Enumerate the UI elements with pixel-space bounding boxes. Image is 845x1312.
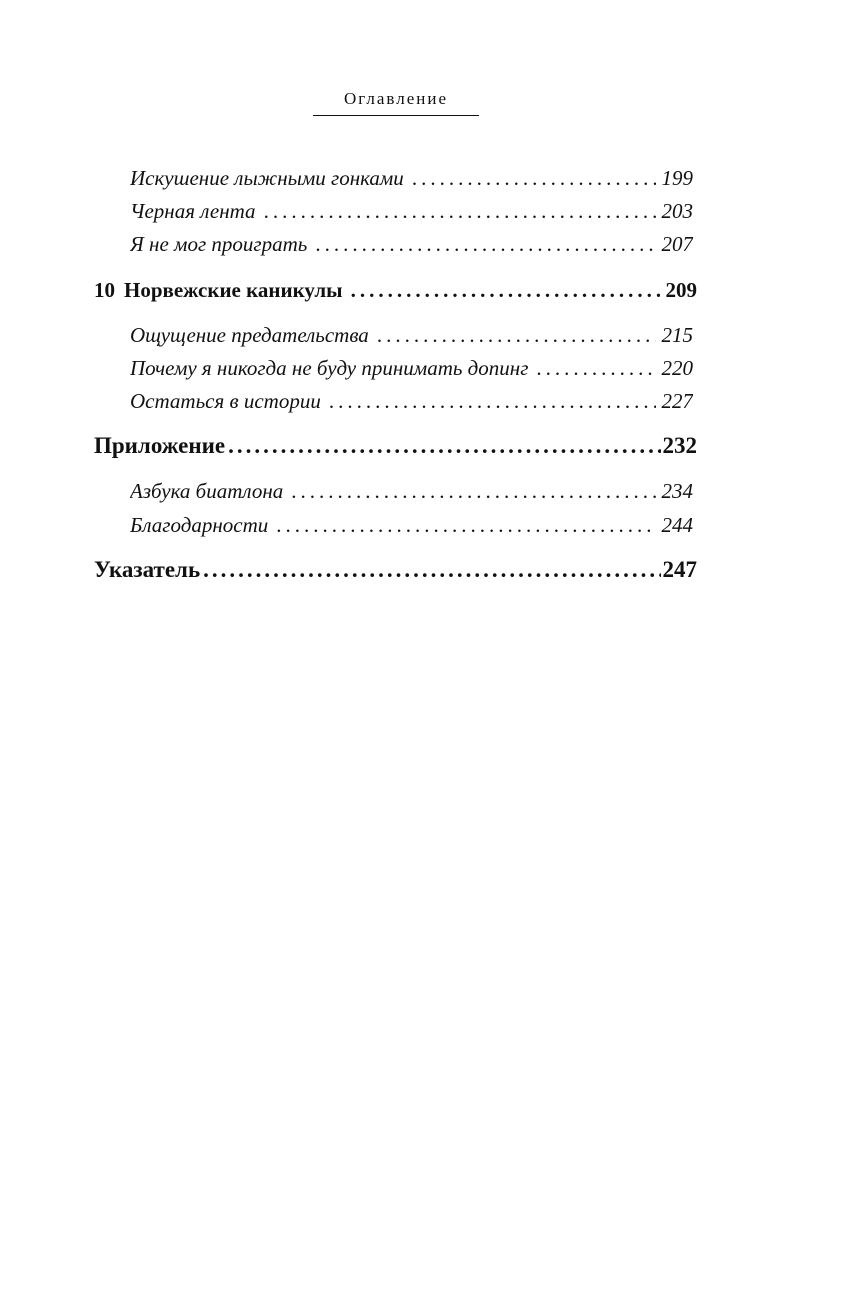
toc-entry-page: 244 bbox=[661, 513, 693, 537]
dot-leader bbox=[329, 388, 656, 414]
chapter-number: 10 bbox=[94, 278, 115, 302]
dot-leader bbox=[315, 231, 655, 257]
toc-entry-page: 232 bbox=[662, 433, 697, 458]
toc-entry-title: Азбука биатлона bbox=[130, 479, 284, 503]
toc-entry-page: 220 bbox=[661, 356, 693, 380]
toc-entry-section[interactable] bbox=[130, 165, 693, 191]
toc-entry-chapter[interactable] bbox=[94, 277, 697, 303]
toc-entry-section[interactable] bbox=[130, 231, 693, 257]
toc-entry-title: Ощущение предательства bbox=[130, 323, 369, 347]
toc-entry-section[interactable] bbox=[130, 512, 693, 538]
toc-entry-title: Искушение лыжными гонками bbox=[130, 166, 404, 190]
toc-entry-title: Благодарности bbox=[130, 513, 269, 537]
toc-entry-page: 247 bbox=[662, 557, 697, 582]
toc-entry-page: 227 bbox=[661, 389, 693, 413]
toc-entry-title: Черная лента bbox=[130, 199, 256, 223]
dot-leader bbox=[203, 556, 660, 584]
running-head-rule bbox=[313, 115, 479, 116]
running-head: Оглавление bbox=[344, 89, 448, 108]
dot-leader bbox=[291, 478, 655, 504]
toc-entry-page: 209 bbox=[665, 278, 697, 302]
toc-entry-section[interactable] bbox=[130, 198, 693, 224]
toc-entry-section[interactable] bbox=[130, 478, 693, 504]
dot-leader bbox=[412, 165, 656, 191]
dot-leader bbox=[377, 322, 656, 348]
toc-entry-page: 199 bbox=[661, 166, 693, 190]
dot-leader bbox=[351, 277, 660, 303]
toc-entry-title: Почему я никогда не буду принимать допинг bbox=[130, 356, 529, 380]
toc-entry-title: Указатель bbox=[94, 557, 201, 582]
dot-leader bbox=[536, 355, 655, 381]
toc-entry-section[interactable] bbox=[130, 355, 693, 381]
toc-entry-page: 203 bbox=[661, 199, 693, 223]
toc-entry-section[interactable] bbox=[130, 322, 693, 348]
toc-entry-title: Приложение bbox=[94, 433, 226, 458]
dot-leader bbox=[228, 432, 660, 460]
toc-entry-page: 234 bbox=[661, 479, 693, 503]
toc-entry-page: 207 bbox=[661, 232, 693, 256]
toc-entry-part[interactable] bbox=[94, 432, 697, 460]
toc-entry-title: Норвежские каникулы bbox=[124, 278, 343, 302]
dot-leader bbox=[276, 512, 655, 538]
toc-entry-section[interactable] bbox=[130, 388, 693, 414]
dot-leader bbox=[264, 198, 656, 224]
toc-entry-title: Я не мог проиграть bbox=[130, 232, 308, 256]
toc-entry-page: 215 bbox=[661, 323, 693, 347]
toc-entry-part[interactable] bbox=[94, 556, 697, 584]
toc-entry-title: Остаться в истории bbox=[130, 389, 321, 413]
